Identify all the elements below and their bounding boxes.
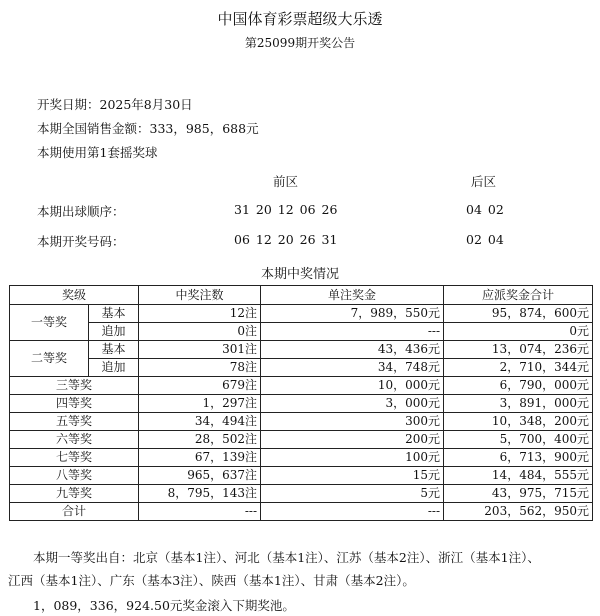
cell-prize: 5元 — [261, 485, 444, 503]
winning-numbers-label: 本期开奖号码： — [37, 234, 125, 249]
cell-prize: 34，748元 — [261, 359, 444, 377]
prize-table — [9, 285, 593, 521]
table-row — [10, 449, 593, 467]
cell-count: 0注 — [139, 323, 261, 341]
cell-prize: 43，436元 — [261, 341, 444, 359]
cell-level: 五等奖 — [10, 413, 139, 431]
table-row — [10, 305, 593, 323]
first-prize-origin-line1: 本期一等奖出自：北京（基本1注）、河北（基本1注）、江苏（基本2注）、浙江（基本1注）、 — [33, 550, 540, 565]
table-row — [10, 503, 593, 521]
cell-total: 203，562，950元 — [444, 503, 593, 521]
page-subtitle: 第25099期开奖公告 — [244, 36, 356, 50]
table-row — [10, 359, 593, 377]
sub-extra: 追加 — [89, 359, 139, 377]
cell-prize: 10，000元 — [261, 377, 444, 395]
cell-total: 6，790，000元 — [444, 377, 593, 395]
cell-count: 8，795，143注 — [139, 485, 261, 503]
cell-level: 四等奖 — [10, 395, 139, 413]
cell-count: 28，502注 — [139, 431, 261, 449]
cell-total: 5，700，400元 — [444, 431, 593, 449]
cell-total: 13，074，236元 — [444, 341, 593, 359]
cell-prize: 300元 — [261, 413, 444, 431]
header-total: 应派奖金合计 — [444, 286, 593, 305]
header-count: 中奖注数 — [139, 286, 261, 305]
cell-count: 301注 — [139, 341, 261, 359]
cell-total: 3，891，000元 — [444, 395, 593, 413]
cell-count: 34，494注 — [139, 413, 261, 431]
draw-date: 开奖日期：2025年8月30日 — [37, 97, 193, 112]
cell-level: 六等奖 — [10, 431, 139, 449]
jackpot-rollover: 1，089，336，924.50元奖金滚入下期奖池。 — [33, 598, 295, 613]
cell-level: 七等奖 — [10, 449, 139, 467]
table-header-row — [10, 286, 593, 305]
table-row — [10, 377, 593, 395]
cell-total: 2，710，344元 — [444, 359, 593, 377]
front-zone-label: 前区 — [273, 174, 299, 189]
table-row — [10, 431, 593, 449]
section-title: 本期中奖情况 — [260, 267, 339, 282]
cell-prize: --- — [261, 323, 444, 341]
table-row — [10, 395, 593, 413]
cell-prize: 3，000元 — [261, 395, 444, 413]
winning-numbers-front: 06 12 20 26 31 — [234, 232, 338, 247]
sub-basic: 基本 — [89, 305, 139, 323]
cell-prize: 15元 — [261, 467, 444, 485]
cell-level: 八等奖 — [10, 467, 139, 485]
level-first: 一等奖 — [10, 305, 89, 341]
cell-count: --- — [139, 503, 261, 521]
table-row — [10, 323, 593, 341]
page-title: 中国体育彩票超级大乐透 — [217, 10, 383, 28]
cell-total: 95，874，600元 — [444, 305, 593, 323]
winning-numbers-back: 02 04 — [466, 232, 504, 247]
sub-extra: 追加 — [89, 323, 139, 341]
cell-total: 43，975，715元 — [444, 485, 593, 503]
cell-level: 九等奖 — [10, 485, 139, 503]
cell-count: 965，637注 — [139, 467, 261, 485]
cell-total: 0元 — [444, 323, 593, 341]
sales-amount: 本期全国销售金额：333，985，688元 — [37, 121, 259, 136]
cell-total: 10，348，200元 — [444, 413, 593, 431]
draw-order-front: 31 20 12 06 26 — [234, 202, 338, 217]
cell-total: 14，484，555元 — [444, 467, 593, 485]
cell-count: 78注 — [139, 359, 261, 377]
header-prize: 单注奖金 — [261, 286, 444, 305]
table-row — [10, 341, 593, 359]
cell-prize: 7，989，550元 — [261, 305, 444, 323]
draw-order-label: 本期出球顺序： — [37, 204, 125, 219]
cell-level: 合计 — [10, 503, 139, 521]
cell-count: 1，297注 — [139, 395, 261, 413]
first-prize-origin-line2: 江西（基本1注）、广东（基本3注）、陕西（基本1注）、甘肃（基本2注）。 — [8, 573, 415, 588]
table-row — [10, 485, 593, 503]
cell-count: 12注 — [139, 305, 261, 323]
level-second: 二等奖 — [10, 341, 89, 377]
table-row — [10, 467, 593, 485]
cell-prize: 200元 — [261, 431, 444, 449]
cell-count: 67，139注 — [139, 449, 261, 467]
cell-total: 6，713，900元 — [444, 449, 593, 467]
cell-prize: 100元 — [261, 449, 444, 467]
back-zone-label: 后区 — [471, 174, 497, 189]
sub-basic: 基本 — [89, 341, 139, 359]
cell-count: 679注 — [139, 377, 261, 395]
ball-set: 本期使用第1套摇奖球 — [37, 145, 158, 160]
header-level: 奖级 — [10, 286, 139, 305]
draw-order-back: 04 02 — [466, 202, 504, 217]
cell-level: 三等奖 — [10, 377, 139, 395]
table-row — [10, 413, 593, 431]
cell-prize: --- — [261, 503, 444, 521]
